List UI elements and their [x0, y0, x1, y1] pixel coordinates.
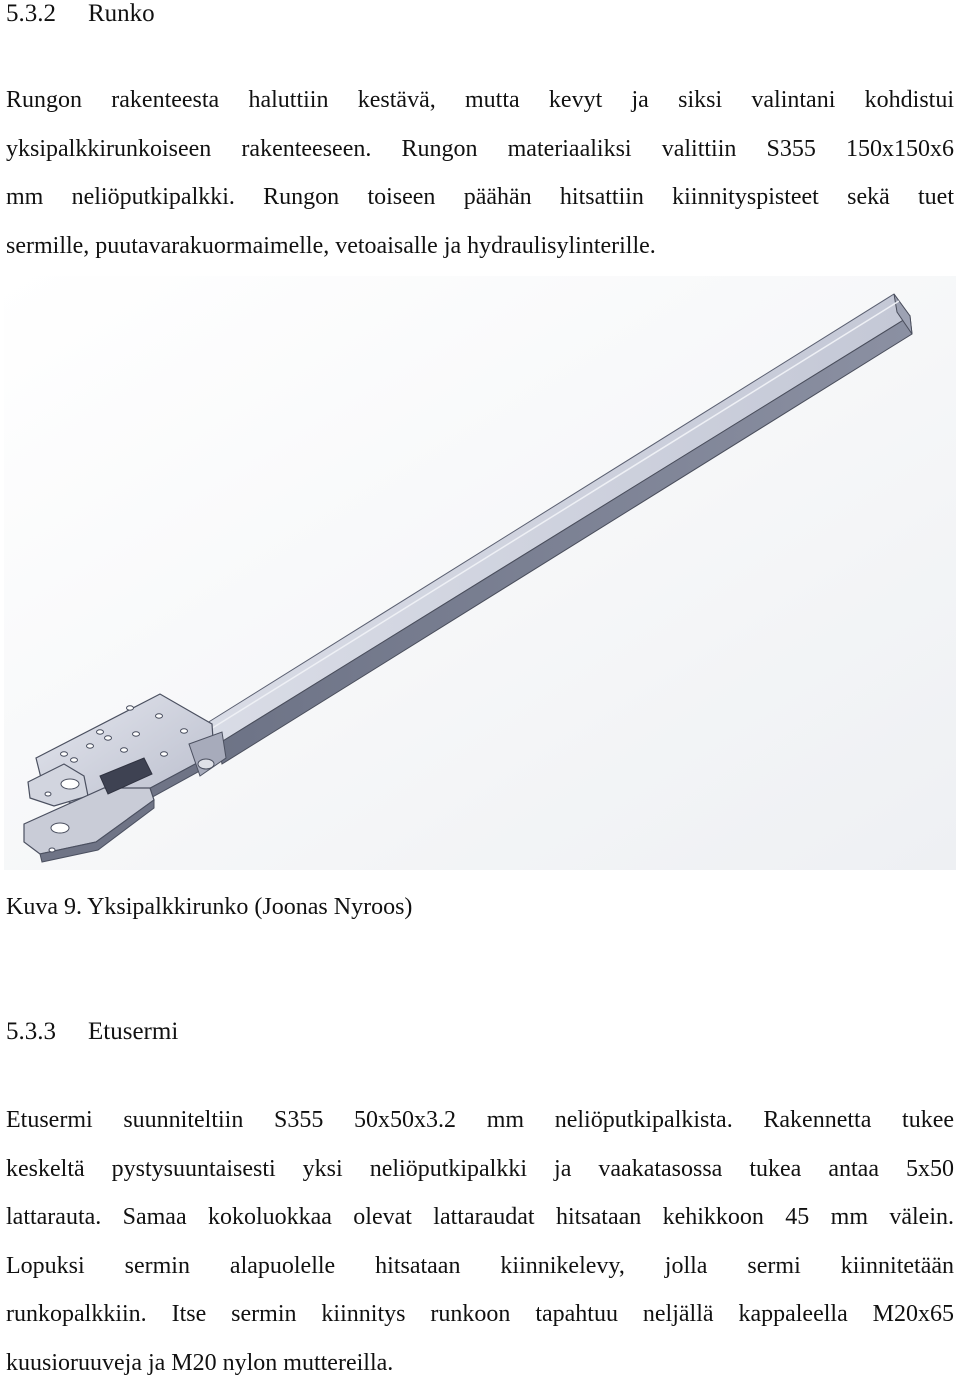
paragraph-runko: [6, 76, 954, 270]
paragraph-etusermi: [6, 1096, 954, 1388]
frame-illustration: [4, 276, 956, 870]
section-title: Runko: [88, 0, 155, 27]
figure-caption: Kuva 9. Yksipalkkirunko (Joonas Nyroos): [6, 894, 413, 920]
section-number: 5.3.2: [6, 0, 56, 27]
section-title: Etusermi: [88, 1018, 179, 1045]
paragraph-line: keskeltä pystysuuntaisesti yksi neliöputkipalkki ja vaakatasossa tukea antaa 5x50: [6, 1155, 954, 1182]
paragraph-line: lattarauta. Samaa kokoluokkaa olevat lattaraudat hitsataan kehikkoon 45 mm välein.: [6, 1204, 954, 1231]
paragraph-line: sermille, puutavarakuormaimelle, vetoaisalle ja hydraulisylinterille.: [6, 232, 656, 259]
paragraph-line: runkopalkkiin. Itse sermin kiinnitys runkoon tapahtuu neljällä kappaleella M20x65: [6, 1301, 954, 1328]
section-number: 5.3.3: [6, 1018, 56, 1045]
paragraph-line: kuusioruuveja ja M20 nylon muttereilla.: [6, 1349, 394, 1376]
section-heading-runko: [6, 0, 155, 28]
paragraph-line: Rungon rakenteesta haluttiin kestävä, mutta kevyt ja siksi valintani kohdistui: [6, 87, 954, 113]
paragraph-line: yksipalkkirunkoiseen rakenteeseen. Rungon materiaaliksi valittiin S355 150x150x6: [6, 135, 954, 162]
paragraph-line: Etusermi suunniteltiin S355 50x50x3.2 mm neliöputkipalkista. Rakennetta tukee: [6, 1107, 954, 1133]
paragraph-line: mm neliöputkipalkki. Rungon toiseen päähän hitsattiin kiinnityspisteet sekä tuet: [6, 184, 954, 211]
paragraph-line: Lopuksi sermin alapuolelle hitsataan kiinnikelevy, jolla sermi kiinnitetään: [6, 1252, 954, 1279]
section-heading-etusermi: [6, 1018, 178, 1046]
frame-cad-render: [4, 276, 956, 870]
